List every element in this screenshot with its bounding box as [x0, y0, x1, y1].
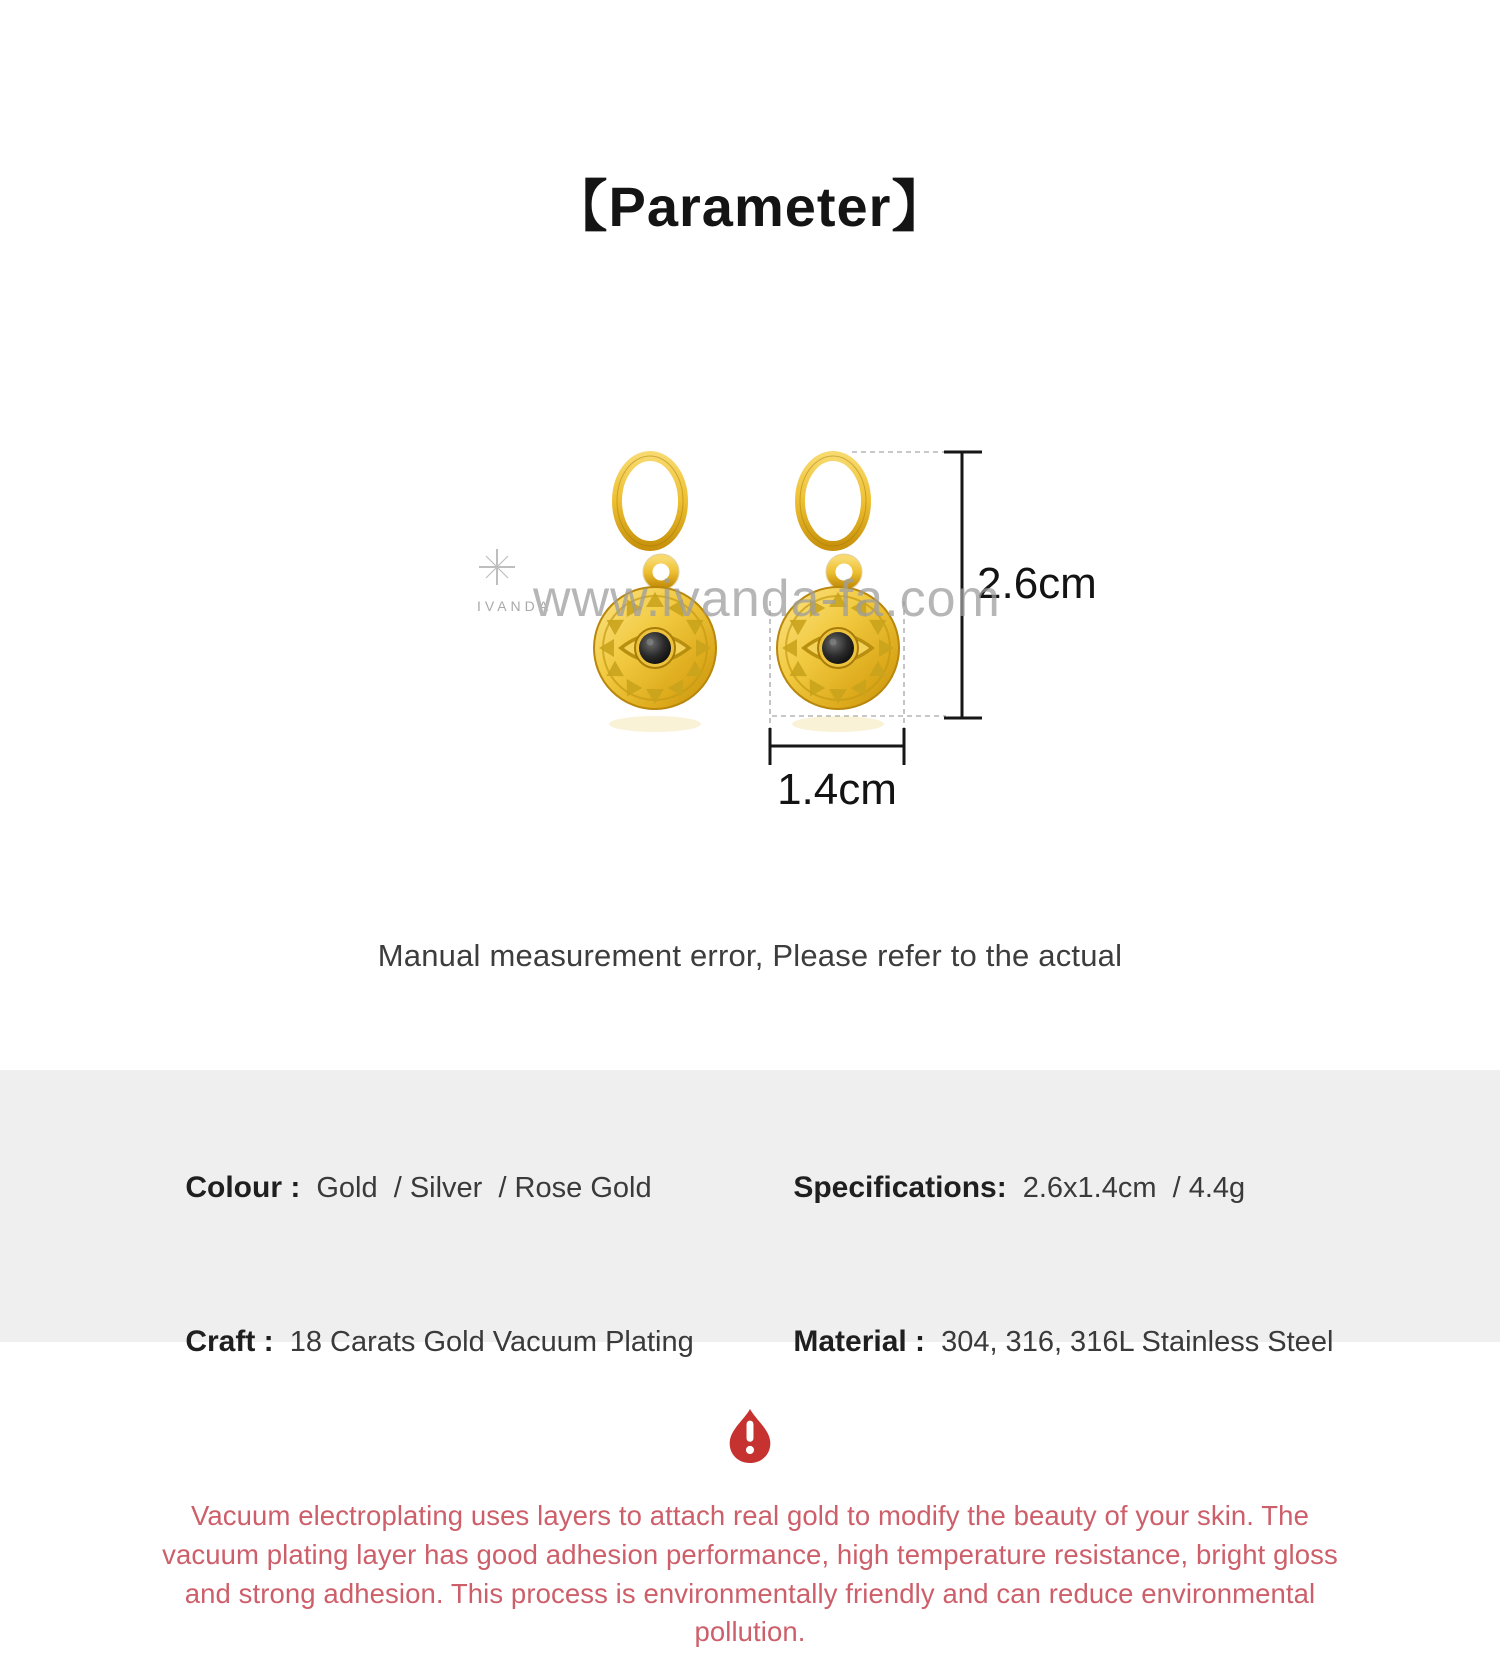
spec-colour	[137, 1138, 745, 1238]
watermark-brand: IVANDA	[477, 598, 553, 614]
sparkle-star-icon	[479, 549, 515, 585]
spec-colour-value: Gold / Silver / Rose Gold	[316, 1172, 652, 1204]
vacuum-plating-notice: Vacuum electroplating uses layers to attach real gold to modify the beauty of your skin. The vacuum plating layer has good adhesion performance, high temperature resistance, bright gloss and strong adhesion. This process is environmentally friendly and can reduce environmental pollution.	[162, 1500, 1338, 1648]
spec-panel	[0, 1070, 1500, 1358]
measurement-width	[770, 728, 904, 814]
spec-grid	[137, 1138, 1420, 1392]
spec-material-value: 304, 316, 316L Stainless Steel	[941, 1326, 1334, 1358]
spec-specifications	[745, 1138, 1420, 1238]
watermark-url: www.ivanda-fa.com	[533, 570, 1001, 628]
spec-material	[745, 1292, 1420, 1392]
product-figure	[400, 395, 1120, 825]
spec-craft	[137, 1292, 745, 1392]
warning-exclamation-drop-icon	[723, 1406, 777, 1466]
product-image-earrings	[400, 395, 1120, 825]
measurement-disclaimer: Manual measurement error, Please refer to the actual	[377, 938, 1123, 973]
height-measurement-label: 2.6cm	[977, 559, 1097, 608]
width-measurement-label: 1.4cm	[777, 765, 897, 814]
watermark	[477, 549, 1001, 628]
spec-specifications-label: Specifications:	[793, 1171, 1007, 1204]
spec-craft-label: Craft :	[185, 1325, 274, 1358]
spec-craft-value: 18 Carats Gold Vacuum Plating	[289, 1326, 694, 1358]
spec-material-label: Material :	[793, 1325, 926, 1358]
page-title: 【Parameter】	[551, 175, 949, 238]
spec-colour-label: Colour :	[185, 1171, 301, 1204]
spec-specifications-value: 2.6x1.4cm / 4.4g	[1022, 1172, 1246, 1204]
